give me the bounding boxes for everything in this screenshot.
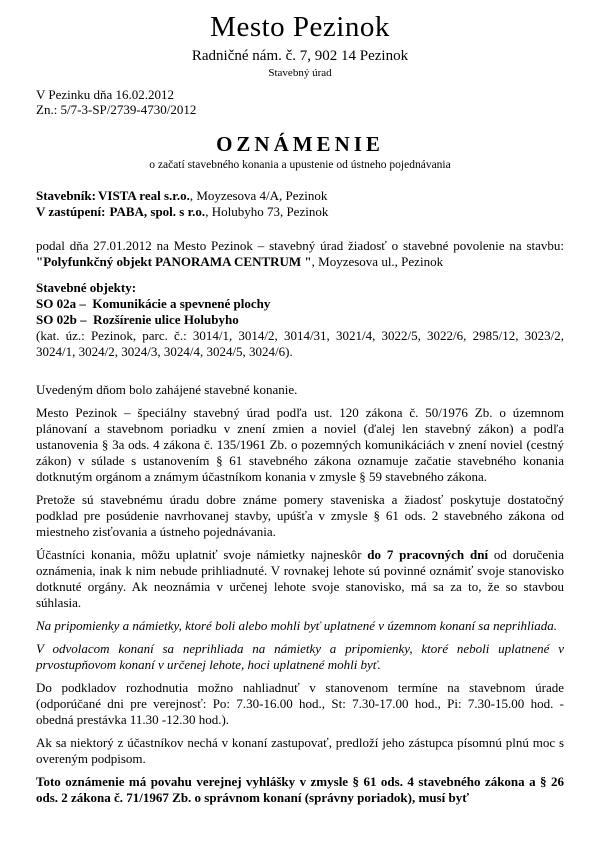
document-meta (36, 87, 564, 117)
object-so02b (36, 312, 564, 328)
representative-label: V zastúpení: (36, 204, 106, 219)
objections-text-rest: od doručenia oznámenia, inak k nim nebude prihliadnuté. V rovnakej lehote sú povinné oznámiť svoje stanovisko dotknuté orgány. Ak neoznámia v určenej lehote svoje stanovisko, má sa za to, že so stavbou súhlasia. (36, 547, 564, 610)
builder-name: VISTA real s.r.o. (98, 188, 190, 203)
reference-number: Zn.: 5/7-3-SP/2739-4730/2012 (36, 102, 197, 117)
submission-paragraph (36, 238, 564, 270)
representative-address: , Holubyho 73, Pezinok (205, 204, 329, 219)
paragraph-inspection: Do podkladov rozhodnutia možno nahliadnuť v stanovenom termíne na stavebnom úrade (odporúčané dni pre verejnosť: Po: 7.30-16.00 hod., St: 7.30-17.00 hod., Pi: 7.30-15.00 hod. - obedná prestávka 11.30 -12.30 hod.). (36, 680, 564, 727)
object-name: Komunikácie a spevnené plochy (92, 296, 271, 311)
cadastre-parcels: (kat. úz.: Pezinok, parc. č.: 3014/1, 3014/2, 3014/31, 3021/4, 3022/5, 3022/6, 2985/12, 3023/2, 3024/1, 3024/2, 3024/3, 3024/4, 3024/5, 3024/6). (36, 328, 564, 359)
object-code: SO 02a – (36, 296, 86, 311)
representative-name: PABA, spol. s r.o. (109, 204, 206, 219)
italic-note-appeal: V odvolacom konaní sa neprihliada na námietky a pripomienky, ktoré neboli uplatnené v prvostupňovom konaní v určenej lehote, hoci uplatnené mohli byť. (36, 641, 564, 672)
object-code: SO 02b – (36, 312, 87, 327)
objection-deadline: do 7 pracovných dní (367, 547, 489, 562)
object-so02a (36, 296, 564, 312)
office-name: Stavebný úrad (268, 67, 332, 79)
notice-subheading: o začatí stavebného konania a upustenie od ústneho pojednávania (149, 159, 451, 171)
builder-line (36, 188, 564, 204)
building-objects (36, 280, 564, 360)
paragraph-representation: Ak sa niektorý z účastníkov nechá v konaní zastupovať, predloží jeho zástupca písomnú plnú moc s overeným podpisom. (36, 735, 564, 766)
project-name: "Polyfunkčný objekt PANORAMA CENTRUM " (36, 254, 312, 269)
builder-address: , Moyzesova 4/A, Pezinok (189, 188, 328, 203)
object-name: Rozšírenie ulice Holubyho (93, 312, 239, 327)
paragraph-waiver: Pretože sú stavebnému úradu dobre známe pomery staveniska a žiadosť poskytuje dostatočný podklad pre posúdenie navrhovanej stavby, upúšťa v zmysle § 61 ods. 2 stavebného zákona od miestneho zisťovania a ústneho pojednávania. (36, 492, 564, 539)
paragraph-objections (36, 547, 564, 611)
city-title: Mesto Pezinok (210, 11, 390, 43)
parties-block (36, 188, 564, 220)
place-date: V Pezinku dňa 16.02.2012 (36, 87, 175, 102)
office-address: Radničné nám. č. 7, 902 14 Pezinok (191, 48, 409, 64)
representative-line (36, 204, 564, 220)
notice-heading: OZNÁMENIE (216, 132, 384, 156)
project-location: , Moyzesova ul., Pezinok (311, 254, 444, 269)
paragraph-authority: Mesto Pezinok – špeciálny stavebný úrad podľa ust. 120 zákona č. 50/1976 Zb. o územnom plánovaní a stavebnom poriadku v znení zmien a noviel (ďalej len stavebný zákon) a podľa ustanovenia § 3a ods. 4 zákona č. 135/1961 Zb. o pozemných komunikáciách v znení noviel (cestný zákon) v súlade s ustanovením § 61 stavebného zákona oznamuje začatie stavebného konania dotknutým orgánom a známym účastníkom konania v zmysle § 59 stavebného zákona. (36, 405, 564, 484)
italic-note-planning: Na pripomienky a námietky, ktoré boli alebo mohli byť uplatnené v územnom konaní sa neprihliada. (36, 618, 558, 633)
proceedings-started: Uvedeným dňom bolo zahájené stavebné konanie. (36, 382, 298, 397)
objections-text: Účastníci konania, môžu uplatniť svoje námietky najneskôr (36, 547, 368, 562)
submission-text: podal dňa 27.01.2012 na Mesto Pezinok – stavebný úrad žiadosť o stavebné povolenie na stavbu: (36, 238, 564, 253)
builder-label: Stavebník: (36, 188, 96, 203)
paragraph-public-notice: Toto oznámenie má povahu verejnej vyhlášky v zmysle § 61 ods. 4 stavebného zákona a § 26 ods. 2 zákona č. 71/1967 Zb. o správnom konaní (správny poriadok), musí byť (36, 774, 564, 805)
objects-label: Stavebné objekty: (36, 280, 137, 295)
